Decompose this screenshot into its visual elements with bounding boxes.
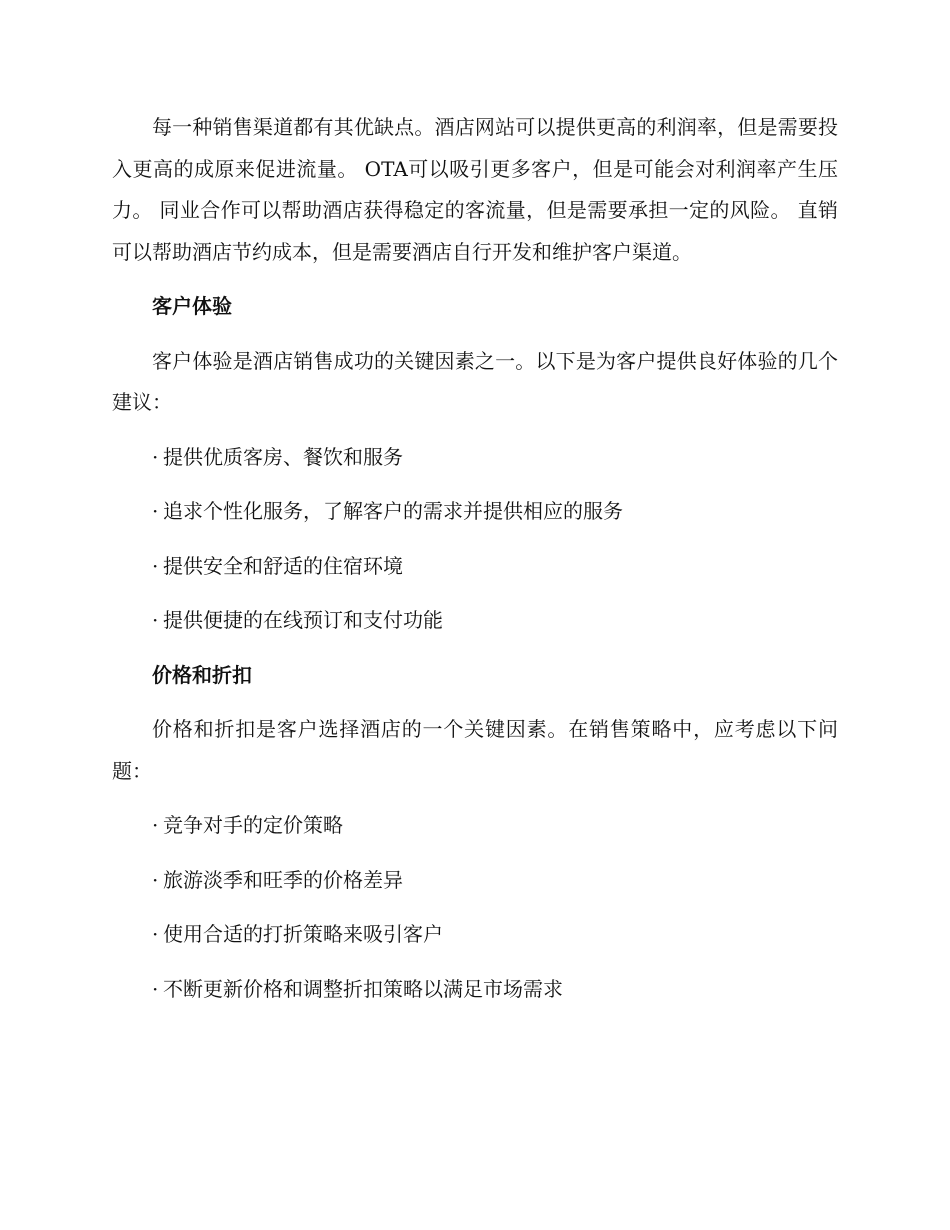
list-item <box>112 437 838 479</box>
bullet-icon: · <box>152 976 159 1001</box>
list-item-text: 旅游淡季和旺季的价格差异 <box>163 867 403 892</box>
bullet-icon: · <box>152 867 159 892</box>
bullet-icon: · <box>152 922 159 946</box>
list-item-text: 竞争对手的定价策略 <box>163 813 343 837</box>
bullet-icon: · <box>152 444 159 469</box>
list-item <box>112 805 838 847</box>
pricing-paragraph: 价格和折扣是客户选择酒店的一个关键因素。在销售策略中，应考虑以下问题： <box>112 717 838 783</box>
list-item-text: 提供安全和舒适的住宿环境 <box>163 553 403 578</box>
section-heading-pricing: 价格和折扣 <box>152 662 252 687</box>
intro-paragraph: 每一种销售渠道都有其优缺点。酒店网站可以提供更高的利润率，但是需要投入更高的成原来促进流量。 OTA可以吸引更多客户，但是可能会对利润率产生压力。 同业合作可以帮助酒店获得稳定的客流量，但是需要承担一定的风险。 直销可以帮助酒店节约成本，但是需要酒店自行开发和维护客户渠道。 <box>112 115 838 264</box>
list-item-text: 追求个性化服务，了解客户的需求并提供相应的服务 <box>163 499 623 523</box>
bullet-icon: · <box>152 553 159 578</box>
list-item-text: 提供便捷的在线预订和支付功能 <box>163 608 443 632</box>
section-heading-customer-experience: 客户体验 <box>152 294 232 318</box>
list-item-text: 提供优质客房、餐饮和服务 <box>163 444 403 469</box>
list-item-text: 使用合适的打折策略来吸引客户 <box>163 922 443 946</box>
bullet-icon: · <box>152 813 159 837</box>
bullet-icon: · <box>152 608 159 632</box>
list-item <box>112 546 838 588</box>
customer-experience-paragraph: 客户体验是酒店销售成功的关键因素之一。以下是为客户提供良好体验的几个建议： <box>112 348 838 414</box>
list-item <box>112 969 838 1011</box>
bullet-icon: · <box>152 499 159 523</box>
list-item <box>112 914 838 956</box>
document-page <box>112 107 838 1010</box>
list-item <box>112 491 838 533</box>
list-item <box>112 600 838 642</box>
list-item <box>112 860 838 902</box>
list-item-text: 不断更新价格和调整折扣策略以满足市场需求 <box>163 976 563 1001</box>
